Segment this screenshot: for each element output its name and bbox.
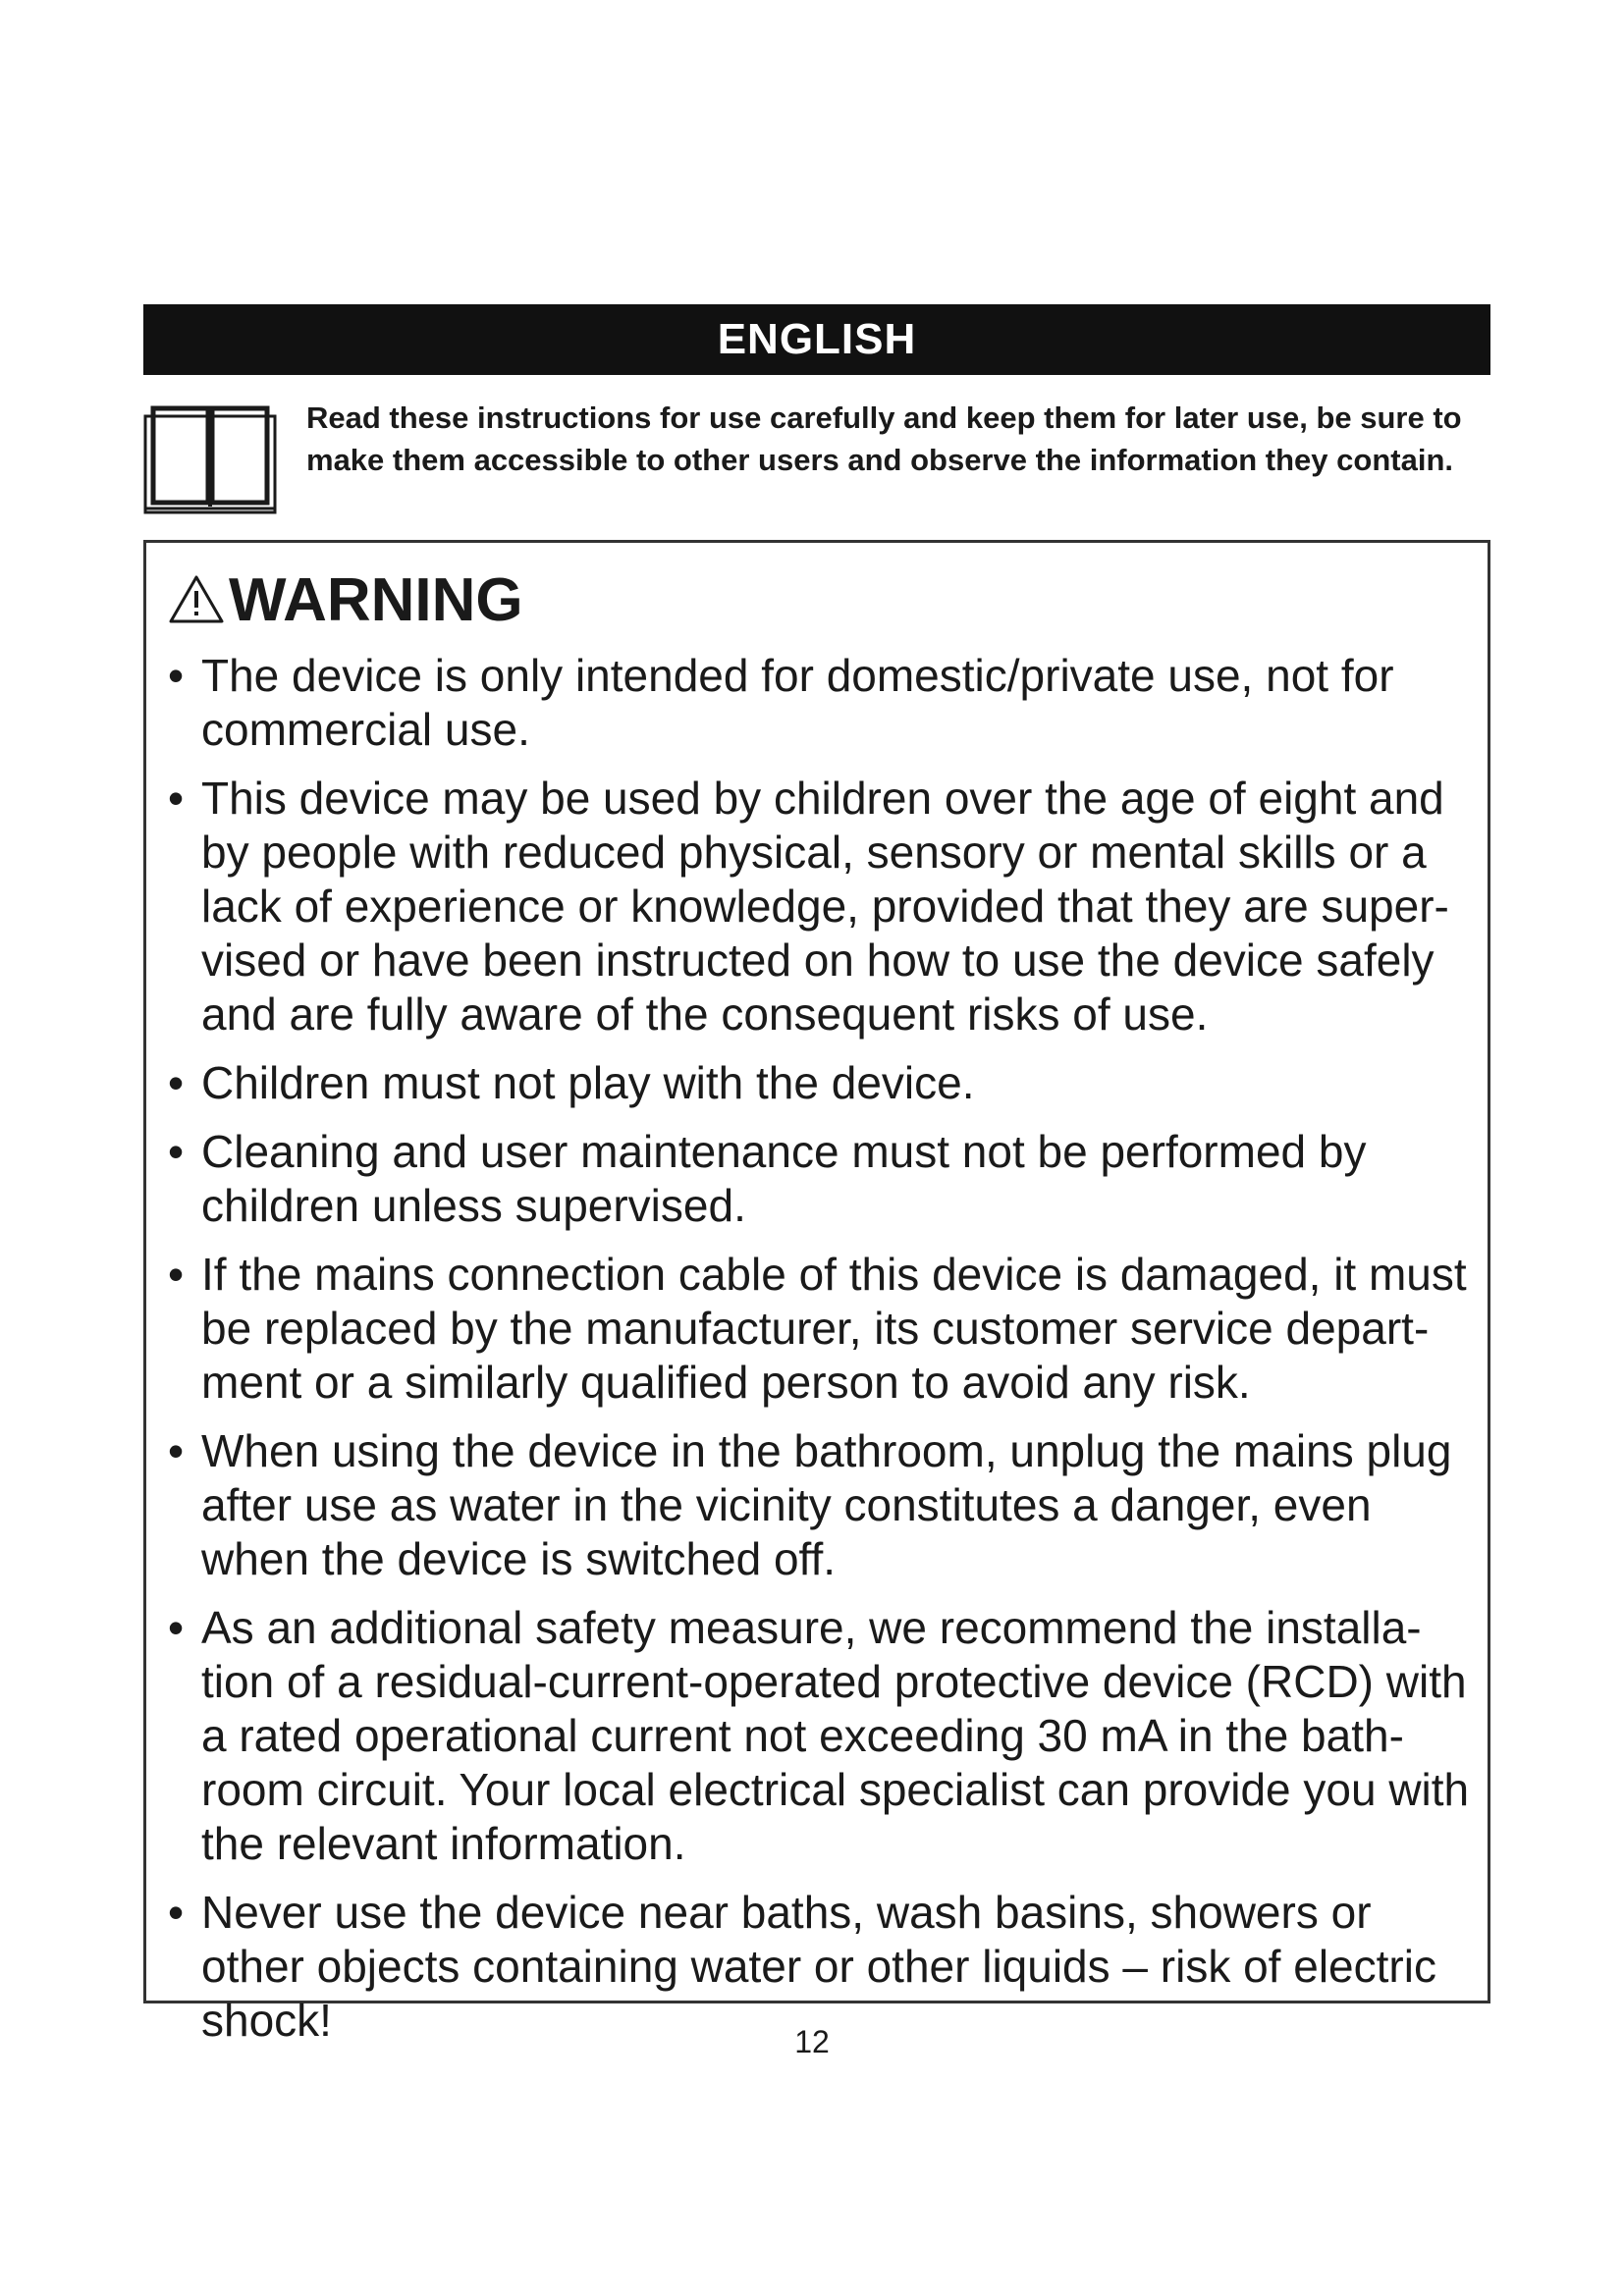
bullet: • — [168, 650, 185, 701]
warning-item-text: The device is only intended for domestic/private use, not for commercial use. — [201, 650, 1394, 755]
warning-item-text: If the mains connection cable of this device is damaged, it must be replaced by the manufacturer, its customer service depart-ment or a similarly qualified person to avoid any risk. — [201, 1249, 1467, 1408]
warning-item-text: As an additional safety measure, we recommend the installa-tion of a residual-current-operated protective device (RCD) with a rated operational current not exceeding 30 mA in the bath-room circuit. Your local electrical specialist can provide you with the relevant information. — [201, 1602, 1470, 1869]
warning-header — [168, 561, 523, 639]
bullet: • — [168, 1425, 185, 1476]
warning-item-text: This device may be used by children over the age of eight and by people with reduced physical, sensory or mental skills or a lack of experience or knowledge, provided that they are super-vised or have been instructed on how to use the device safely and are fully aware of the consequent risks of use. — [201, 773, 1449, 1040]
warning-item — [146, 1601, 1493, 1871]
warning-item — [146, 1248, 1493, 1410]
warning-item-text: When using the device in the bathroom, unplug the mains plug after use as water in the vicinity constitutes a danger, even when the device is switched off. — [201, 1425, 1452, 1584]
warning-triangle-icon — [168, 574, 225, 625]
warning-item-text: Never use the device near baths, wash basins, showers or other objects containing water or other liquids – risk of electric shock! — [201, 1887, 1436, 2046]
language-banner — [143, 304, 1490, 375]
page-number: 12 — [794, 2024, 830, 2059]
bullet: • — [168, 1126, 185, 1177]
intro-text: Read these instructions for use carefully and keep them for later use, be sure to make them accessible to other users and observe the information they contain. — [306, 400, 1462, 477]
bullet: • — [168, 1887, 185, 1938]
warning-item — [146, 1056, 1493, 1110]
warning-item — [146, 649, 1493, 757]
warning-title: WARNING — [229, 565, 523, 634]
warning-item — [146, 1424, 1493, 1586]
bullet: • — [168, 773, 185, 824]
open-book-icon — [143, 399, 277, 516]
warning-item — [146, 772, 1493, 1041]
language-title: ENGLISH — [717, 315, 917, 363]
warning-item-text: Children must not play with the device. — [201, 1057, 975, 1108]
intro-section — [143, 393, 1490, 520]
bullet: • — [168, 1249, 185, 1300]
warning-item — [146, 1125, 1493, 1233]
bullet: • — [168, 1057, 185, 1108]
bullet: • — [168, 1602, 185, 1653]
warning-item-text: Cleaning and user maintenance must not be performed by children unless supervised. — [201, 1126, 1367, 1231]
warning-list — [146, 649, 1493, 2062]
